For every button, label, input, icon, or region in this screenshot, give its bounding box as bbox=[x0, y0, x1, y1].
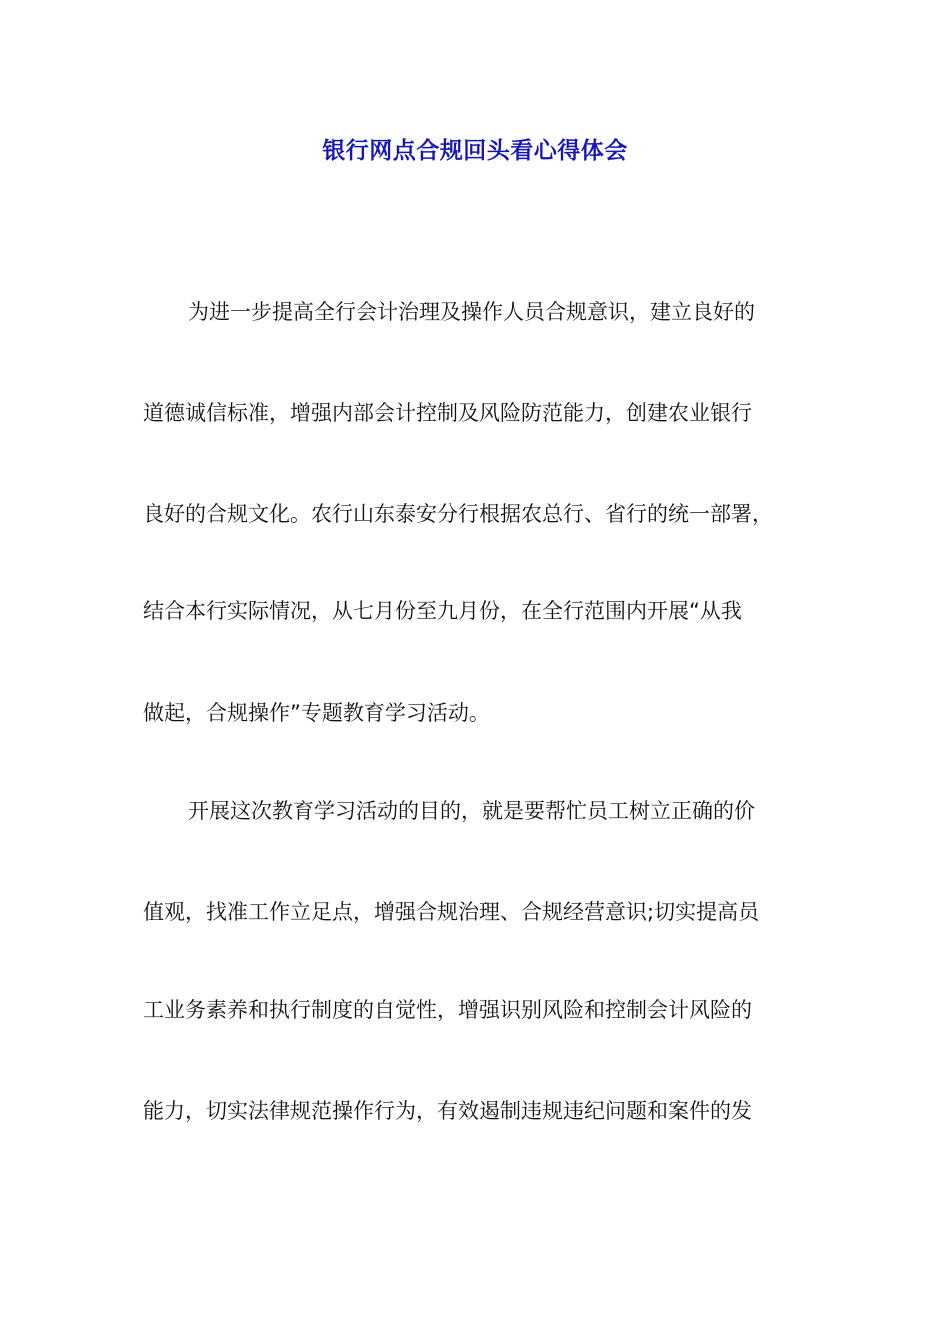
paragraph-1-line-1: 为进一步提高全行会计治理及操作人员合规意识，建立良好的 bbox=[188, 300, 755, 324]
paragraph-2-line-1: 开展这次教育学习活动的目的，就是要帮忙员工树立正确的价 bbox=[188, 799, 755, 823]
paragraph-2-line-2: 值观，找准工作立足点，增强合规治理、合规经营意识;切实提高员 bbox=[143, 900, 760, 924]
paragraph-1-line-5: 做起，合规操作”专题教育学习活动。 bbox=[143, 701, 490, 725]
document-title: 银行网点合规回头看心得体会 bbox=[322, 138, 628, 164]
paragraph-1-line-3: 良好的合规文化。农行山东泰安分行根据农总行、省行的统一部署， bbox=[143, 502, 773, 526]
paragraph-2-line-4: 能力，切实法律规范操作行为，有效遏制违规违纪问题和案件的发 bbox=[143, 1099, 752, 1123]
paragraph-1-line-4: 结合本行实际情况，从七月份至九月份，在全行范围内开展“从我 bbox=[143, 599, 742, 623]
paragraph-1-line-2: 道德诚信标准，增强内部会计控制及风险防范能力，创建农业银行 bbox=[143, 401, 752, 425]
paragraph-2-line-3: 工业务素养和执行制度的自觉性，增强识别风险和控制会计风险的 bbox=[143, 998, 752, 1022]
